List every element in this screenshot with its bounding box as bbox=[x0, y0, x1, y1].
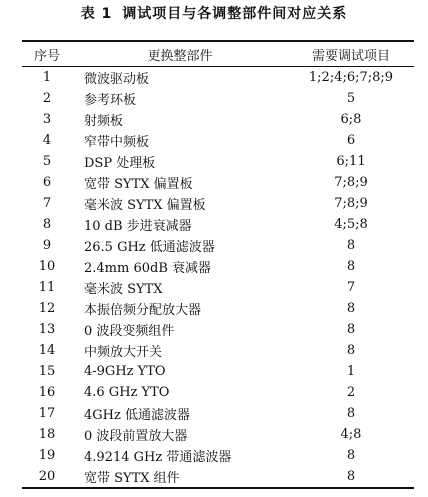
replaced-part-cell: 本振倍频分配放大器 bbox=[84, 303, 202, 318]
debug-items-cell: 8 bbox=[346, 448, 356, 463]
table-row bbox=[22, 193, 414, 214]
table-row bbox=[22, 319, 414, 340]
replaced-part-cell: 4.9214 GHz 带通滤波器 bbox=[84, 450, 232, 465]
debug-items-cell: 2 bbox=[346, 385, 356, 400]
debug-items-cell: 1 bbox=[346, 364, 356, 379]
serial-number-cell: 14 bbox=[38, 343, 56, 358]
replaced-part-cell: 4GHz 低通滤波器 bbox=[84, 408, 190, 423]
replaced-part-cell: 窄带中频板 bbox=[84, 135, 150, 150]
replaced-part-cell: 宽带 SYTX 偏置板 bbox=[84, 177, 193, 192]
serial-number-cell: 19 bbox=[38, 448, 56, 463]
replaced-part-cell: 26.5 GHz 低通滤波器 bbox=[84, 240, 215, 255]
replaced-part-cell: 4-9GHz YTO bbox=[84, 364, 166, 379]
header-debug-items: 需要调试项目 bbox=[311, 48, 390, 64]
replaced-part-cell: 微波驱动板 bbox=[84, 72, 150, 87]
serial-number-cell: 2 bbox=[42, 91, 52, 106]
table-row bbox=[22, 88, 414, 109]
serial-number-cell: 15 bbox=[38, 364, 56, 379]
debug-items-cell: 1;2;4;6;7;8;9 bbox=[308, 70, 394, 85]
table-number: 表 1 bbox=[80, 6, 113, 22]
table-row bbox=[22, 445, 414, 466]
serial-number-cell: 6 bbox=[42, 175, 52, 190]
table-row bbox=[22, 109, 414, 130]
serial-number-cell: 17 bbox=[38, 406, 56, 421]
debug-items-cell: 8 bbox=[346, 322, 356, 337]
table-row bbox=[22, 277, 414, 298]
replaced-part-cell: 10 dB 步进衰减器 bbox=[84, 219, 192, 234]
serial-number-cell: 10 bbox=[38, 259, 56, 274]
table-header-row bbox=[22, 41, 414, 67]
debug-items-cell: 6;8 bbox=[340, 112, 362, 127]
debug-items-cell: 8 bbox=[346, 469, 356, 484]
debug-items-cell: 7 bbox=[346, 280, 356, 295]
replaced-part-cell: 参考环板 bbox=[84, 93, 137, 108]
debug-items-table bbox=[22, 40, 414, 489]
header-serial-number: 序号 bbox=[33, 48, 60, 64]
debug-items-cell: 7;8;9 bbox=[334, 196, 368, 211]
replaced-part-cell: 中频放大开关 bbox=[84, 345, 163, 360]
table-row bbox=[22, 235, 414, 256]
debug-items-cell: 8 bbox=[346, 343, 356, 358]
debug-items-cell: 6;11 bbox=[336, 154, 366, 169]
debug-items-cell: 8 bbox=[346, 301, 356, 316]
serial-number-cell: 20 bbox=[38, 469, 56, 484]
table-row bbox=[22, 172, 414, 193]
table-caption bbox=[0, 4, 428, 24]
debug-items-cell: 4;5;8 bbox=[334, 217, 368, 232]
debug-items-cell: 7;8;9 bbox=[334, 175, 368, 190]
replaced-part-cell: DSP 处理板 bbox=[84, 156, 156, 171]
table-row bbox=[22, 466, 414, 488]
serial-number-cell: 13 bbox=[38, 322, 56, 337]
serial-number-cell: 8 bbox=[42, 217, 52, 232]
replaced-part-cell: 毫米波 SYTX 偏置板 bbox=[84, 198, 206, 213]
table-row bbox=[22, 214, 414, 235]
serial-number-cell: 16 bbox=[38, 385, 56, 400]
replaced-part-cell: 0 波段前置放大器 bbox=[84, 429, 188, 444]
debug-items-cell: 5 bbox=[346, 91, 356, 106]
header-replaced-part: 更换整部件 bbox=[147, 48, 213, 64]
table-row bbox=[22, 340, 414, 361]
replaced-part-cell: 2.4mm 60dB 衰减器 bbox=[84, 261, 212, 276]
table-row bbox=[22, 130, 414, 151]
table-row bbox=[22, 151, 414, 172]
replaced-part-cell: 0 波段变频组件 bbox=[84, 324, 175, 339]
table-row bbox=[22, 256, 414, 277]
table-title: 调试项目与各调整部件间对应关系 bbox=[122, 6, 348, 22]
serial-number-cell: 18 bbox=[38, 427, 56, 442]
serial-number-cell: 11 bbox=[38, 280, 56, 295]
debug-items-cell: 4;8 bbox=[340, 427, 362, 442]
serial-number-cell: 4 bbox=[42, 133, 52, 148]
replaced-part-cell: 射频板 bbox=[84, 114, 124, 129]
table-row bbox=[22, 67, 414, 89]
replaced-part-cell: 毫米波 SYTX bbox=[84, 282, 163, 297]
serial-number-cell: 3 bbox=[42, 112, 52, 127]
table-row bbox=[22, 361, 414, 382]
table-row bbox=[22, 424, 414, 445]
serial-number-cell: 7 bbox=[42, 196, 52, 211]
serial-number-cell: 5 bbox=[42, 154, 52, 169]
table-row bbox=[22, 298, 414, 319]
replaced-part-cell: 宽带 SYTX 组件 bbox=[84, 471, 180, 486]
table-row bbox=[22, 403, 414, 424]
debug-items-cell: 8 bbox=[346, 238, 356, 253]
table-row bbox=[22, 382, 414, 403]
table-body bbox=[22, 67, 414, 489]
debug-items-cell: 6 bbox=[346, 133, 356, 148]
debug-items-cell: 8 bbox=[346, 406, 356, 421]
replaced-part-cell: 4.6 GHz YTO bbox=[84, 385, 170, 400]
serial-number-cell: 12 bbox=[38, 301, 56, 316]
serial-number-cell: 1 bbox=[42, 70, 52, 85]
debug-items-cell: 8 bbox=[346, 259, 356, 274]
serial-number-cell: 9 bbox=[42, 238, 52, 253]
